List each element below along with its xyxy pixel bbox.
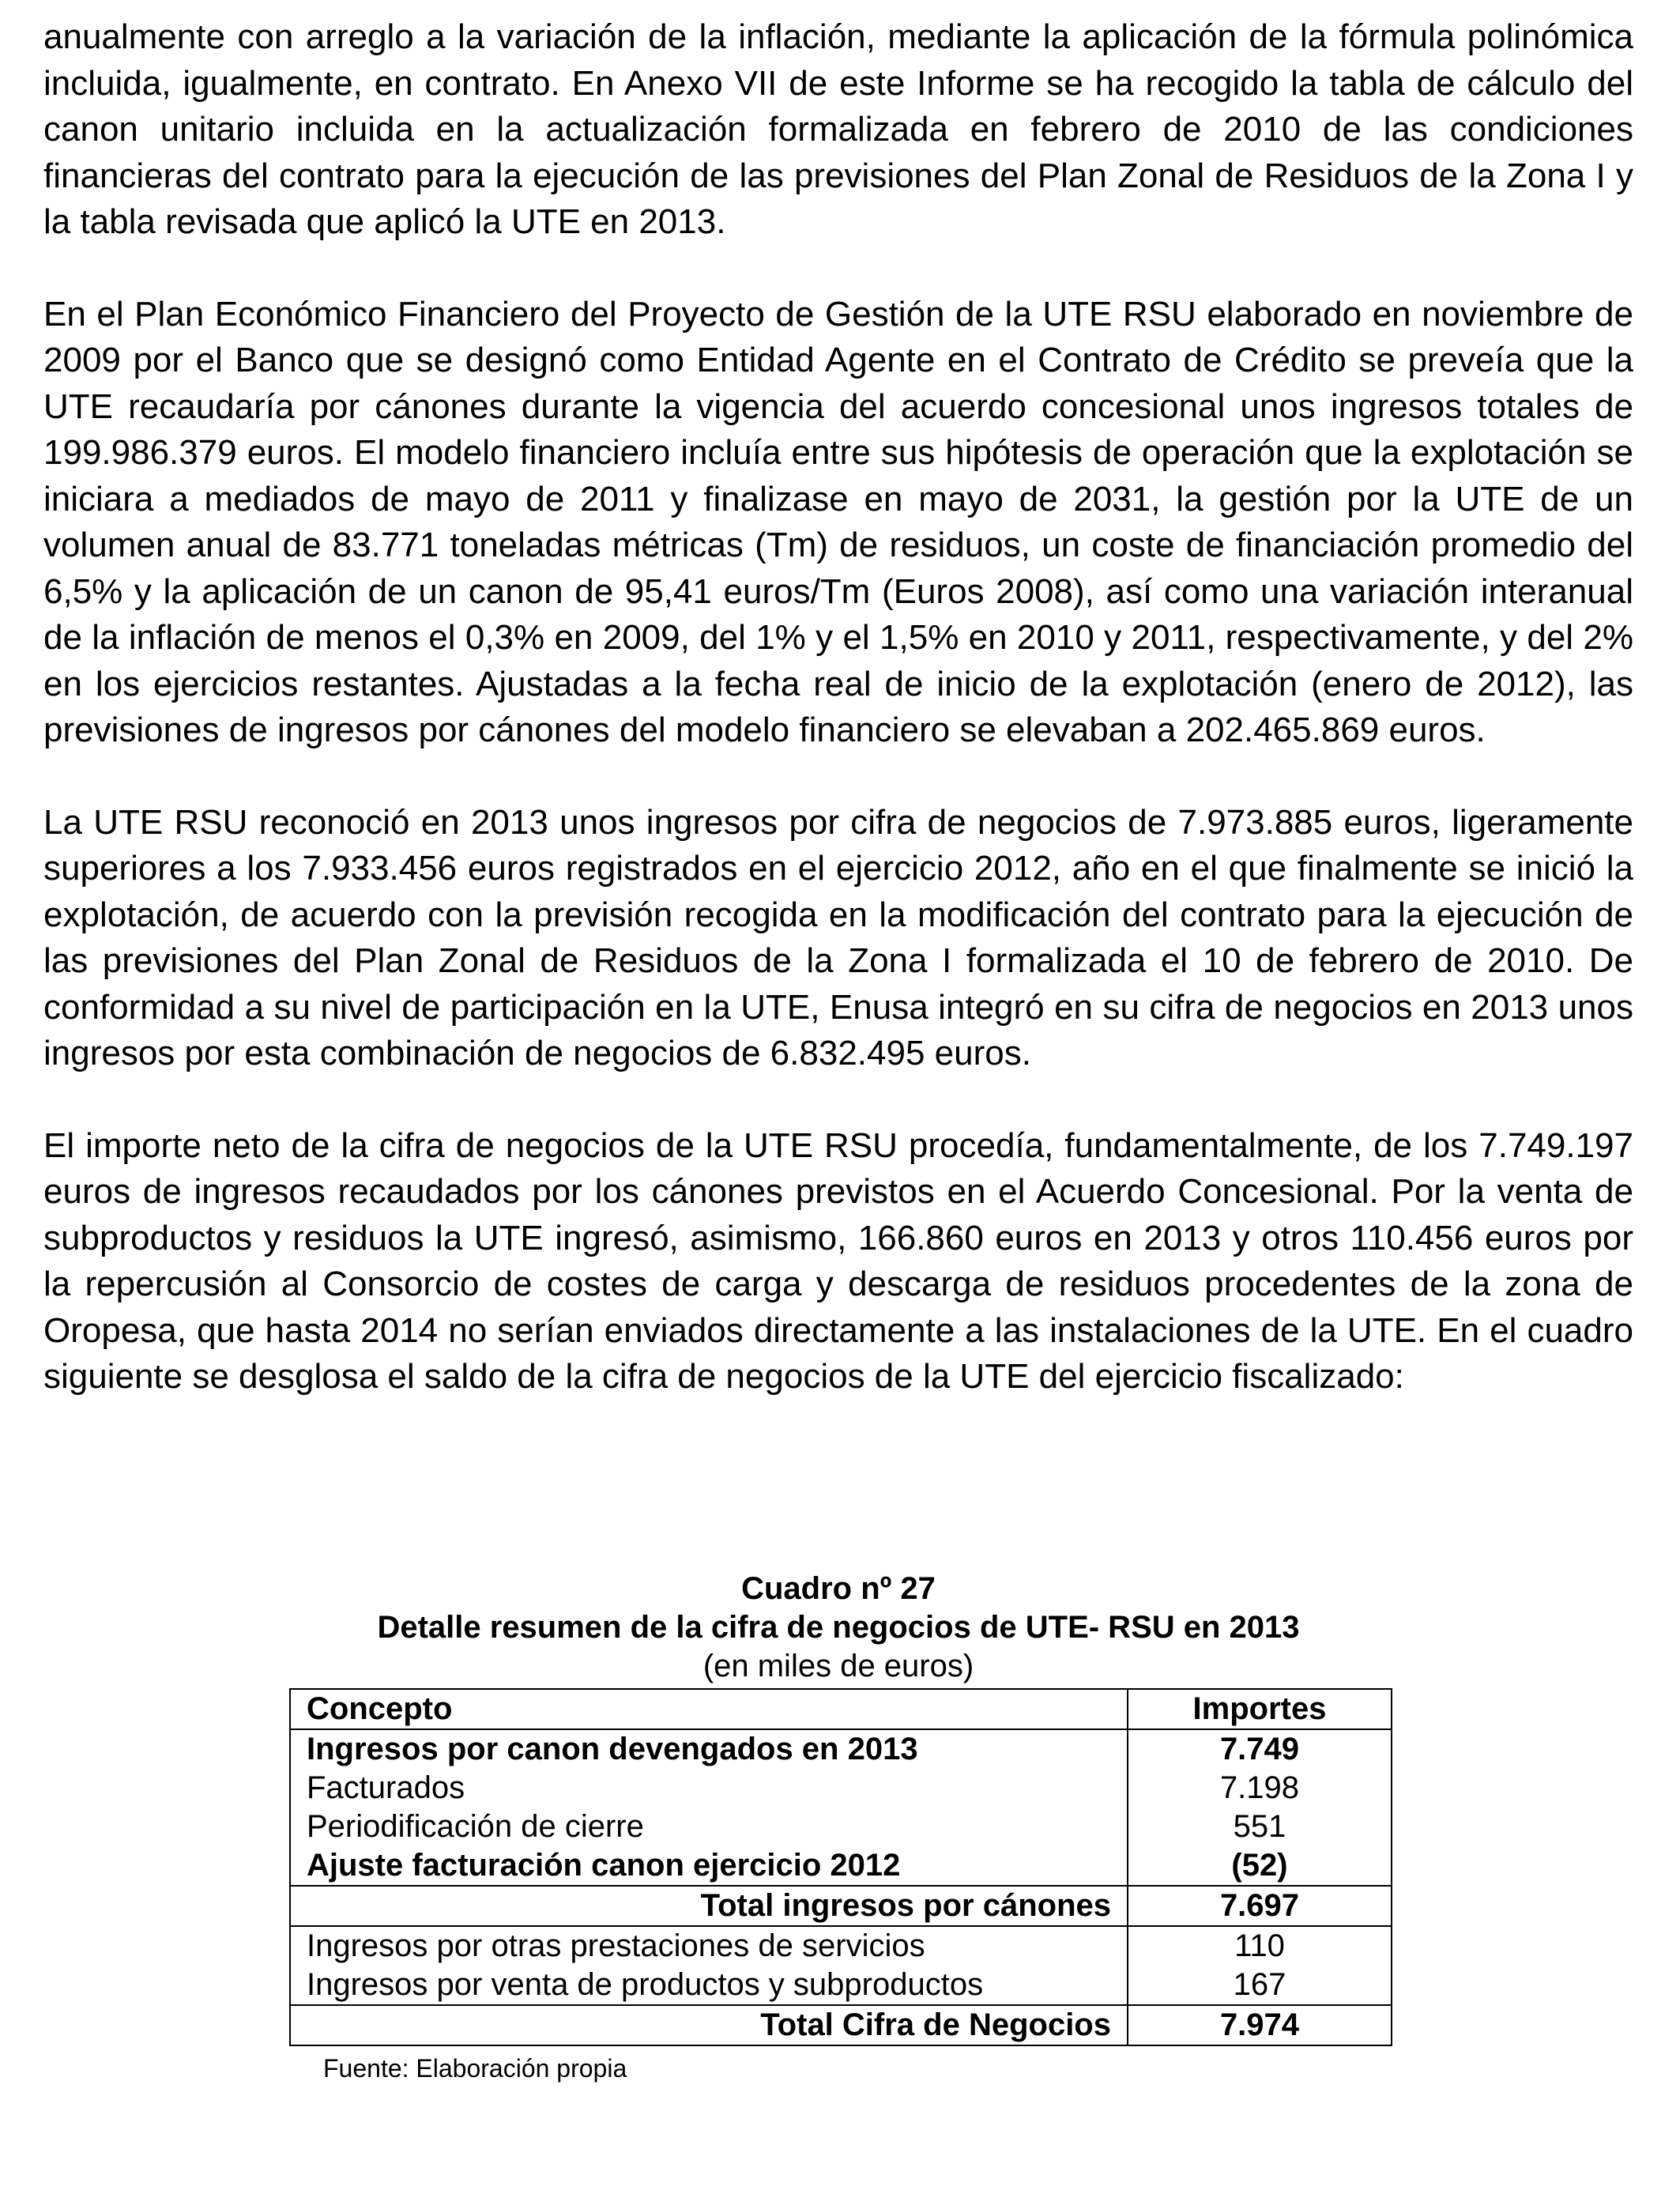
header-concept: Concepto [290, 1689, 1128, 1729]
summary-table [289, 1688, 1392, 2046]
row-amount: 110 [1128, 1926, 1392, 1966]
summary-table-block [43, 1570, 1633, 2083]
table-row [290, 1769, 1392, 1808]
row-amount: 167 [1128, 1966, 1392, 2005]
table-row [290, 1846, 1392, 1886]
row-concept: Ajuste facturación canon ejercicio 2012 [290, 1846, 1128, 1886]
row-concept: Total ingresos por cánones [290, 1886, 1128, 1926]
table-subtitle: Detalle resumen de la cifra de negocios de UTE- RSU en 2013 [377, 1610, 1300, 1645]
table-units: (en miles de euros) [703, 1649, 974, 1683]
row-concept: Periodificación de cierre [290, 1808, 1128, 1846]
row-amount: 7.974 [1128, 2005, 1392, 2045]
paragraph: En el Plan Económico Financiero del Proyecto de Gestión de la UTE RSU elaborado en noviembre de 2009 por el Banco que se designó como Entidad Agente en el Contrato de Crédito se preveía que la UTE recaudaría por cánones durante la vigencia del acuerdo concesional unos ingresos totales de 199.986.379 euros. El modelo financiero incluía entre sus hipótesis de operación que la explotación se iniciara a mediados de mayo de 2011 y finalizase en mayo de 2031, la gestión por la UTE de un volumen anual de 83.771 toneladas métricas (Tm) de residuos, un coste de financiación promedio del 6,5% y la aplicación de un canon de 95,41 euros/Tm (Euros 2008), así como una variación interanual de la inflación de menos el 0,3% en 2009, del 1% y el 1,5% en 2010 y 2011, respectivamente, y del 2% en los ejercicios restantes. Ajustadas a la fecha real de inicio de la explotación (enero de 2012), las previsiones de ingresos por cánones del modelo financiero se elevaban a 202.465.869 euros. [43, 294, 1633, 749]
table-row-total [290, 2005, 1392, 2045]
document-page [43, 14, 1633, 2083]
row-concept: Ingresos por canon devengados en 2013 [290, 1729, 1128, 1769]
paragraph: La UTE RSU reconoció en 2013 unos ingresos por cifra de negocios de 7.973.885 euros, ligeramente superiores a los 7.933.456 euros registrados en el ejercicio 2012, año en el que finalmente se inició la explotación, de acuerdo con la previsión recogida en la modificación del contrato para la ejecución de las previsiones del Plan Zonal de Residuos de la Zona I formalizada el 10 de febrero de 2010. De conformidad a su nivel de participación en la UTE, Enusa integró en su cifra de negocios en 2013 unos ingresos por esta combinación de negocios de 6.832.495 euros. [43, 802, 1633, 1072]
table-row [290, 1926, 1392, 1966]
paragraph: El importe neto de la cifra de negocios de la UTE RSU procedía, fundamentalmente, de los 7.749.197 euros de ingresos recaudados por los cánones previstos en el Acuerdo Concesional. Por la venta de subproductos y residuos la UTE ingresó, asimismo, 166.860 euros en 2013 y otros 110.456 euros por la repercusión al Consorcio de costes de carga y descarga de residuos procedentes de la zona de Oropesa, que hasta 2014 no serían enviados directamente a las instalaciones de la UTE. En el cuadro siguiente se desglosa el saldo de la cifra de negocios de la UTE del ejercicio fiscalizado: [43, 1125, 1633, 1396]
table-title: Cuadro nº 27 [741, 1571, 936, 1606]
table-row [290, 1808, 1392, 1846]
paragraph: anualmente con arreglo a la variación de la inflación, mediante la aplicación de la fórmula polinómica incluida, igualmente, en contrato. En Anexo VII de este Informe se ha recogido la tabla de cálculo del canon unitario incluida en la actualización formalizada en febrero de 2010 de las condiciones financieras del contrato para la ejecución de las previsiones del Plan Zonal de Residuos de la Zona I y la tabla revisada que aplicó la UTE en 2013. [43, 17, 1633, 241]
row-concept: Ingresos por venta de productos y subproductos [290, 1966, 1128, 2005]
table-header-row [290, 1689, 1392, 1729]
row-amount: 551 [1128, 1808, 1392, 1846]
row-amount: 7.749 [1128, 1729, 1392, 1769]
row-concept: Facturados [290, 1769, 1128, 1808]
table-row-subtotal [290, 1886, 1392, 1926]
header-amount: Importes [1128, 1689, 1392, 1729]
table-row [290, 1966, 1392, 2005]
row-amount: 7.697 [1128, 1886, 1392, 1926]
table-source: Fuente: Elaboración propia [323, 2054, 627, 2083]
row-concept: Ingresos por otras prestaciones de servicios [290, 1926, 1128, 1966]
row-amount: (52) [1128, 1846, 1392, 1886]
row-amount: 7.198 [1128, 1769, 1392, 1808]
table-row [290, 1729, 1392, 1769]
row-concept: Total Cifra de Negocios [290, 2005, 1128, 2045]
